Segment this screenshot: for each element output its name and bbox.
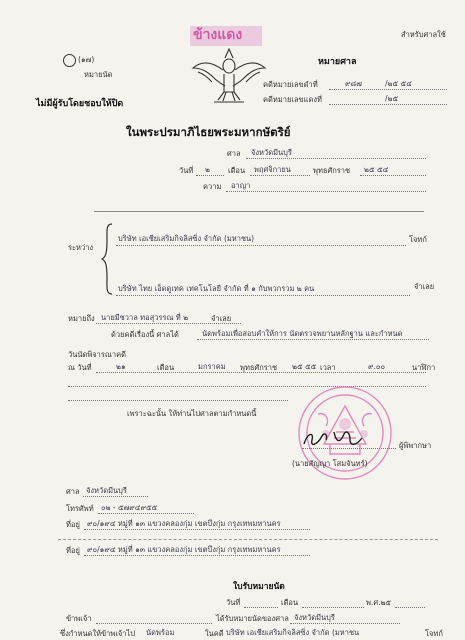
receipt-bottom-label: ซึ่งกำหนดให้ข้าพเจ้าไป [60,629,136,638]
plaintiff-label: โจทก์ [409,235,427,244]
form-number: (๑๗) [78,55,95,64]
red-case-label: คดีหมายเลขแดงที่ [263,95,322,104]
address-label: ที่อยู่ [66,520,80,529]
receipt-month-line [302,607,364,608]
court-warrant-title: หมายศาล [318,57,357,67]
court-value: จังหวัดมีนบุรี [251,148,292,157]
for-court-use-note: สำหรับศาลใช้ [401,30,446,39]
address2-label: ที่อยู่ [66,546,80,555]
case-type-value: อาญา [231,181,251,190]
therefore-text: เพราะฉะนั้น ให้ท่านไปศาลตามกำหนดนี้ [127,409,257,418]
case-type-line [226,191,426,192]
top-red-stamp [190,26,262,46]
receipt-year-line [395,607,425,608]
appt-year: ๒๕ ๕๕ [292,362,317,371]
address2-line [84,555,310,556]
summon-to-line [96,323,241,324]
receipt-case-label: ในคดี [205,629,224,638]
between-label: ระหว่าง [68,243,94,252]
cut-line [58,539,438,540]
receipt-court-line [290,623,400,624]
date-year-line [360,175,426,176]
date-month-label: เดือน [228,166,246,175]
judge-label: ผู้พิพากษา [399,441,432,450]
judge-name: (นายสัญญา โสมจันทร์) [292,459,368,468]
summon-to-label: หมายถึง [68,314,95,323]
brace-icon [100,222,114,296]
receipt-case-value: บริษัท เอเชียเสริมกิจลิสซิ่ง จำกัด (มหาชน [226,628,360,637]
date-year-label: พุทธศักราช [313,166,351,175]
hearing-heading: วันนัดพิจารณาคดี [68,350,126,359]
signature-line [302,448,396,449]
appt-time-label: เวลา [320,363,336,372]
appt-clock: นาฬิกา [412,363,436,372]
receipt-day-label: วันที่ [226,598,241,607]
red-case-line [329,104,447,105]
black-case-line [329,89,447,90]
black-case-number: ๙๘๗ [345,79,362,88]
receipt-me-line [96,623,212,624]
date-month-line [250,175,310,176]
footer-court-label: ศาล [66,487,80,496]
signature-mark [340,438,356,446]
receipt-month-label: เดือน [281,598,299,607]
form-circle-icon [63,54,76,67]
reason-value: นัดพร้อมเพื่อสอบคำให้การ นัดตรวจพยานหลักฐาน และกำหนด [202,329,403,338]
summon-to-role: จำเลย [211,314,232,323]
defendant-line [116,295,410,296]
receipt-title: ใบรับหมายนัด [233,582,285,592]
receipt-bottom-value: นัดพร้อม [146,628,175,637]
address-value: ๙๐/๑๙๔ หมู่ที่ ๑๓ แขวงคลองกุ่ม เขตบึงกุ่ม กรุงเทพมหานคร [87,519,281,528]
phone-value: ๐๒ - ๕๗๙๔๙๕๕ [101,503,158,512]
receipt-plaintiff-label: โจทก์ [425,629,443,638]
receipt-court-value: จังหวัดมีนบุรี [294,613,335,622]
summon-to-value: นายมีชวาล ทอสุวรรณ ที่ ๒ [101,313,189,322]
phone-label: โทรศัพท์ [66,504,94,513]
date-day-value: ๒ [205,165,210,174]
date-year-value: ๒๕ ๕๔ [364,165,389,174]
appt-line [96,372,426,373]
appt-time: ๙.๐๐ [368,362,386,371]
reason-line [197,339,429,340]
garuda-emblem-icon [190,46,268,104]
blank-line-2 [68,400,288,401]
date-day-label: วันที่ [179,166,194,175]
no-receiver-note: ไม่มีผู้รับโดยชอบให้ปิด [36,99,124,109]
appt-year-label: พุทธศักราช [240,363,278,372]
appt-at-label: ณ วันที่ [68,363,92,372]
plaintiff-line [116,245,406,246]
appt-month-label: เดือน [157,363,175,372]
royal-title: ในพระปรมาภิไธยพระมหากษัตริย์ [126,125,291,139]
address-line [84,529,310,530]
section-divider [94,211,424,212]
phone-line [98,513,194,514]
receipt-day-line [244,607,278,608]
defendant-value: บริษัท ไทย เอ็ดดูเทค เทคโนโลยี จำกัด ที่ ๑ กับพวกรวม ๒ คน [118,284,315,293]
date-day-line [196,175,224,176]
footer-court-line [83,496,148,497]
court-label: ศาล [227,149,241,158]
court-line [246,158,426,159]
appt-month: มกราคม [198,362,226,371]
receipt-me-label: ข้าพเจ้า [66,614,92,623]
footer-court-value: จังหวัดมีนบุรี [86,486,127,495]
red-case-number: /๒๕ [385,94,399,103]
black-case-year: /๒๕ ๕๔ [385,79,412,88]
address2-value: ๙๐/๑๙๔ หมู่ที่ ๑๓ แขวงคลองกุ่ม เขตบึงกุ่ม กรุงเทพมหานคร [87,545,281,554]
reason-prefix: ด้วยคดีเรื่องนี้ ศาลได้ [111,330,179,339]
date-month-value: พฤศจิกายน [254,165,291,174]
plaintiff-value: บริษัท เอเชียเสริมกิจลิสซิ่ง จำกัด (มหาชน) [118,234,255,243]
black-case-label: คดีหมายเลขดำที่ [263,80,318,89]
form-name: หมายนัด [84,70,113,79]
case-type-label: ความ [203,182,222,191]
receipt-year-label: พ.ศ.๒๕ [366,598,392,607]
top-stamp-text: ข้างแดง [193,27,243,43]
defendant-label: จำเลย [414,282,435,291]
receipt-got-label: ได้รับหมายนัดของศาล [216,614,289,623]
appt-day: ๒๑ [116,362,126,371]
